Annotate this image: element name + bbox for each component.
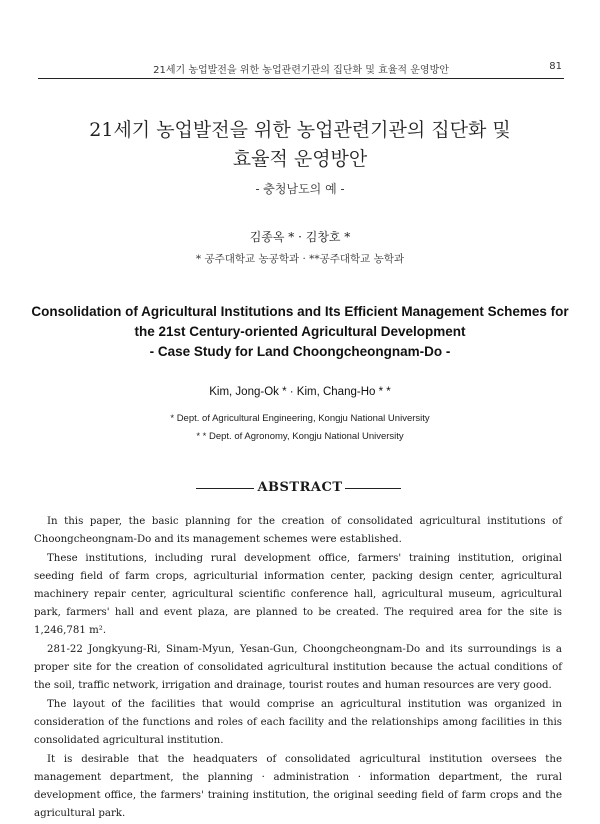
abstract-rule-right	[345, 488, 401, 489]
korean-subtitle: - 충청남도의 예 -	[255, 182, 345, 196]
korean-affiliations: * 공주대학교 농공학과 · **공주대학교 농학과	[195, 253, 405, 265]
english-affiliation-2: * * Dept. of Agronomy, Kongju National University	[196, 431, 404, 442]
english-title-line-3: - Case Study for Land Choongcheongnam-Do -	[149, 344, 451, 359]
running-title: 21세기 농업발전을 위한 농업관련기관의 집단화 및 효율적 운영방안	[153, 65, 449, 76]
abstract-paragraph-4: The layout of the facilities that would comprise an agricultural institution was organized in consideration of the functions and roles of each facility and the relationships among facilities in this consolidated agricultural institution.	[34, 699, 562, 746]
running-header	[38, 58, 564, 79]
abstract-heading: ABSTRACT	[257, 480, 343, 495]
korean-title-line-2: 효율적 운영방안	[232, 148, 368, 170]
english-title-line-1: Consolidation of Agricultural Institutions and Its Efficient Management Schemes for	[31, 304, 569, 319]
korean-title	[0, 116, 600, 174]
abstract-body	[34, 513, 562, 824]
english-title-line-2: the 21st Century-oriented Agricultural Development	[134, 324, 466, 339]
english-title	[30, 302, 570, 362]
abstract-paragraph-3: 281-22 Jongkyung-Ri, Sinam-Myun, Yesan-Gun, Choongcheongnam-Do and its surroundings is a proper site for the creation of consolidated agricultural institution because the actual conditions of the soil, traffic network, irrigation and drainage, tourist routes and human resources are very good.	[34, 644, 562, 691]
korean-authors: 김종옥 * · 김창호 *	[249, 230, 351, 244]
abstract-paragraph-2: These institutions, including rural development office, farmers' training institution, original seeding field of farm crops, agriculturial information center, packing design center, agricultural machinery repair center, agricultural scientific conference hall, agricultural museum, agricultural park, farmers' hall and event plaza, are planned to be created. The required area for the site is 1,246,781 m².	[34, 553, 562, 636]
abstract-paragraph-1: In this paper, the basic planning for the creation of consolidated agricultural institutions of Choongcheongnam-Do and its management schemes were established.	[34, 516, 562, 545]
abstract-paragraph-5: It is desirable that the headquaters of consolidated agricultural institution oversees the management department, the planning · administration · information department, the rural development office, the farmers' training institution, the original seeding field of farm crops and the agricultural park.	[34, 754, 562, 819]
page-number: 81	[549, 61, 562, 72]
english-affiliation-1: * Dept. of Agricultural Engineering, Kongju National University	[170, 413, 430, 424]
english-authors: Kim, Jong-Ok * · Kim, Chang-Ho * *	[209, 386, 391, 398]
korean-title-line-1: 21세기 농업발전을 위한 농업관련기관의 집단화 및	[89, 119, 511, 141]
